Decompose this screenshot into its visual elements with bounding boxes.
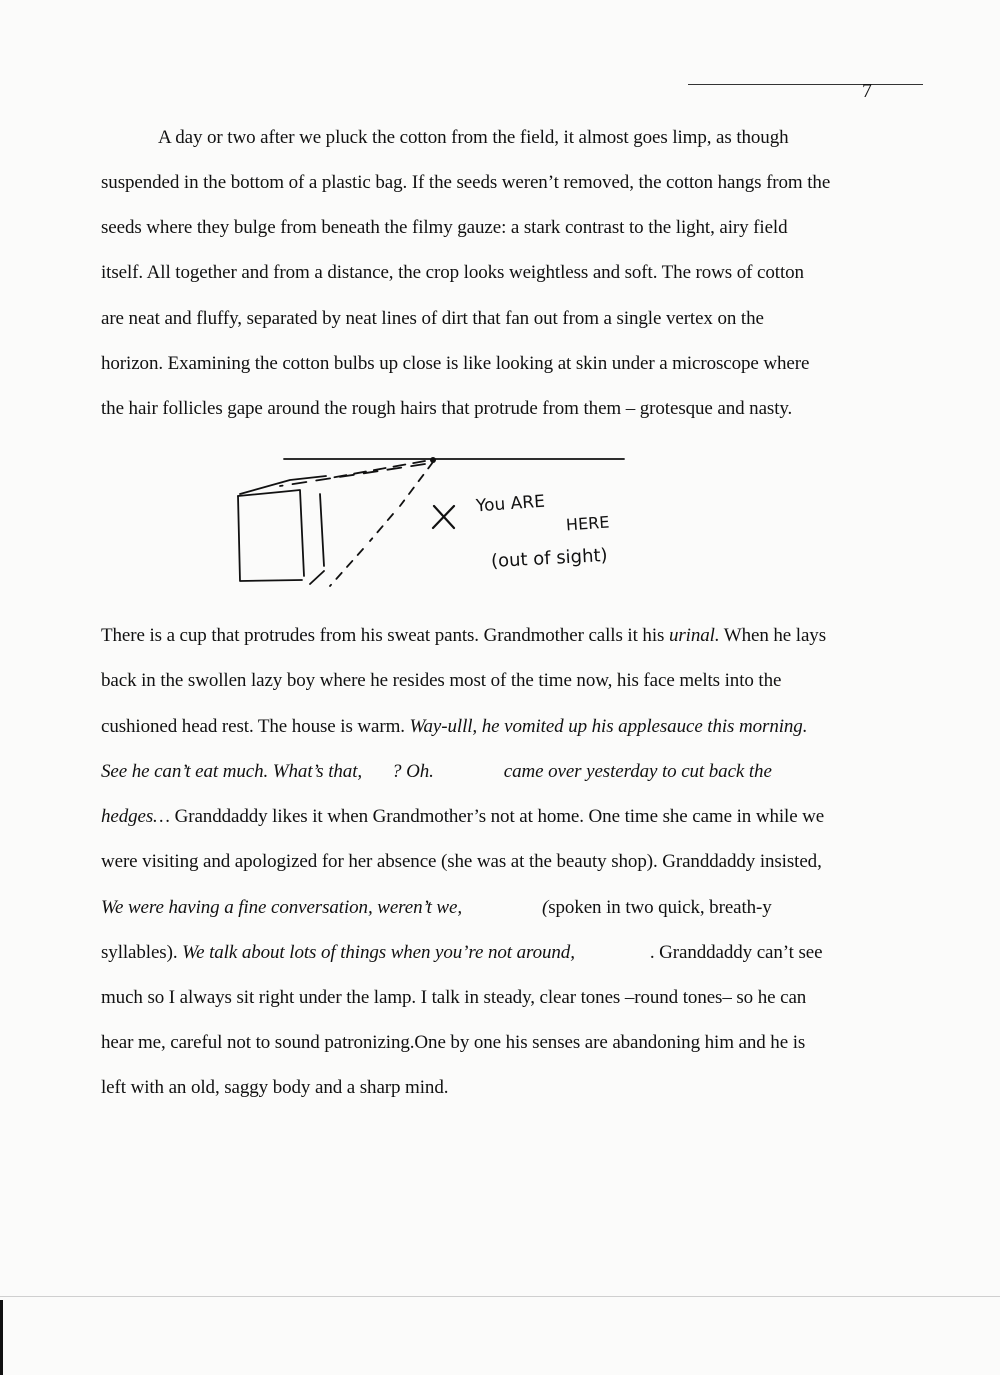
paragraph-2-line: left with an old, saggy body and a sharp mind. [101, 1077, 449, 1098]
box-back-edge [310, 494, 324, 584]
paragraph-2-line: See he can’t eat much. What’s that, ? Oh. came over yesterday to cut back the [101, 761, 772, 782]
paragraph-1-line: A day or two after we pluck the cotton from the field, it almost goes limp, as though [158, 127, 789, 148]
paragraph-1-line: seeds where they bulge from beneath the filmy gauze: a stark contrast to the light, airy field [101, 217, 788, 238]
box-front [238, 496, 302, 581]
paragraph-1-line: are neat and fluffy, separated by neat lines of dirt that fan out from a single vertex on the [101, 308, 764, 329]
annotation-line-1: You ARE [475, 491, 546, 517]
annotation-line-3: (out of sight) [490, 544, 609, 573]
paragraph-2-line: much so I always sit right under the lamp. I talk in steady, clear tones –round tones– so he can [101, 987, 807, 1008]
vertex-dot [430, 457, 436, 463]
scan-edge-rule [0, 1296, 1000, 1297]
paragraph-2-line: hear me, careful not to sound patronizing.One by one his senses are abandoning him and he is [101, 1032, 806, 1053]
paragraph-1-line: itself. All together and from a distance, the crop looks weightless and soft. The rows of cotton [101, 262, 804, 283]
paragraph-2-line: syllables). We talk about lots of things when you’re not around, . Granddaddy can’t see [101, 942, 823, 963]
annotation-line-2: HERE [565, 512, 610, 535]
paragraph-2-line: were visiting and apologized for her absence (she was at the beauty shop). Granddaddy insisted, [101, 851, 822, 872]
paragraph-2-line: We were having a fine conversation, weren’t we, (spoken in two quick, breath-y [101, 897, 772, 918]
page-number: 7 [862, 80, 872, 102]
header-rule [688, 84, 923, 85]
paragraph-1-line: the hair follicles gape around the rough hairs that protrude from them – grotesque and nasty. [101, 398, 793, 419]
box-side [238, 490, 304, 576]
perspective-line [330, 462, 433, 586]
x-marker [433, 506, 454, 528]
paragraph-2-line: There is a cup that protrudes from his sweat pants. Grandmother calls it his urinal. When he lays [101, 625, 826, 646]
paragraph-1-line: horizon. Examining the cotton bulbs up close is like looking at skin under a microscope where [101, 353, 810, 374]
scan-edge-mark [0, 1300, 3, 1375]
paragraph-2-line: cushioned head rest. The house is warm. Way-ulll, he vomited up his applesauce this morning. [101, 716, 808, 737]
perspective-line [280, 464, 425, 486]
paragraph-1-line: suspended in the bottom of a plastic bag. If the seeds weren’t removed, the cotton hangs from the [101, 172, 831, 193]
paragraph-2-line: back in the swollen lazy boy where he resides most of the time now, his face melts into the [101, 670, 782, 691]
paragraph-2-line: hedges… Granddaddy likes it when Grandmother’s not at home. One time she came in while we [101, 806, 825, 827]
